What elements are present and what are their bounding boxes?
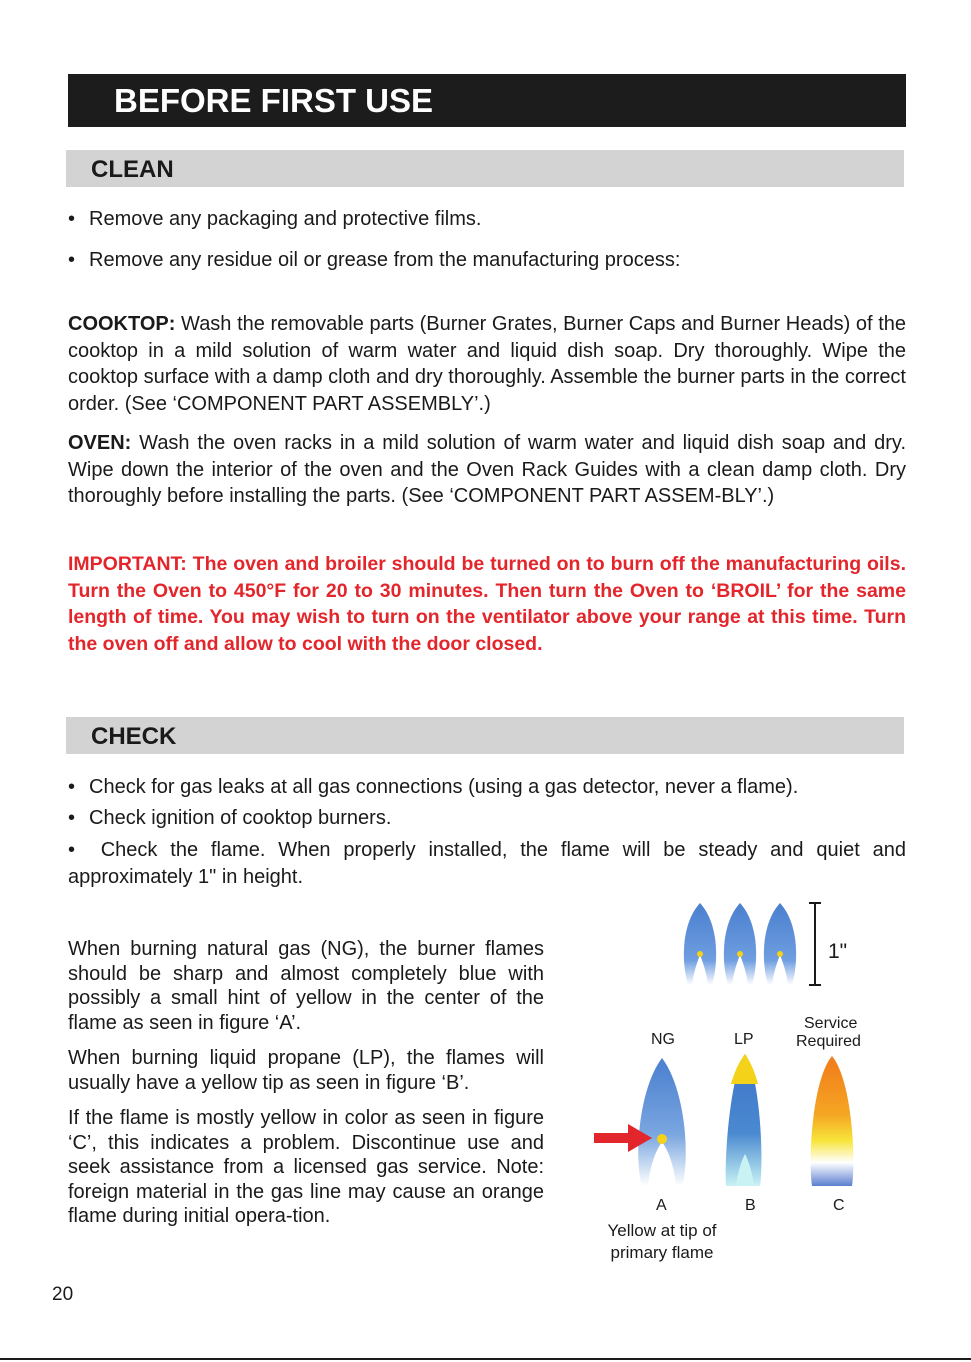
service-label: Service Required <box>796 1015 861 1050</box>
list-item: • Remove any residue oil or grease from the manufacturing process: <box>68 249 681 271</box>
figure-b-label: B <box>745 1197 756 1214</box>
bullet-icon: • <box>68 208 76 230</box>
list-item: • Remove any packaging and protective films. <box>68 208 482 230</box>
page-number: 20 <box>52 1284 74 1305</box>
flame-types-figure <box>590 1050 870 1195</box>
flame-height-figure <box>670 895 850 995</box>
flame-a-icon <box>638 1058 685 1186</box>
bullet-icon: • <box>68 839 101 861</box>
ng-paragraph: When burning natural gas (NG), the burner flames should be sharp and almost completely blue with possibly a small hint of yellow in the center of the flame as seen in figure ‘A’. <box>68 938 544 1034</box>
lp-label: LP <box>734 1031 754 1048</box>
cooktop-paragraph: COOKTOP: Wash the removable parts (Burner Grates, Burner Caps and Burner Heads) of the cooktop in a mild solution of warm water and liquid dish soap. Dry thoroughly. Wipe the cooktop surface with a damp cloth and dry thoroughly. Assemble the burner parts in the correct order. (See ‘COMPONENT PART ASSEMBLY’.) <box>68 313 906 415</box>
cooktop-label: COOKTOP: <box>68 313 176 335</box>
bullet-icon: • <box>68 807 76 829</box>
list-item: • Check for gas leaks at all gas connections (using a gas detector, never a flame). <box>68 776 799 798</box>
important-notice: IMPORTANT: The oven and broiler should be turned on to burn off the manufacturing oils. Turn the Oven to 450°F for 20 to 30 minutes. Then turn the Oven to ‘BROIL’ for the same length of time. You may wish to turn on the ventilator above your range at this time. Turn the oven off and allow to cool with the door closed. <box>68 553 906 655</box>
flame-icon <box>724 903 756 985</box>
flame-icon <box>684 903 716 985</box>
bottom-divider <box>0 1358 971 1360</box>
lp-paragraph: When burning liquid propane (LP), the flames will usually have a yellow tip as seen in figure ‘B’. <box>68 1047 544 1094</box>
figure-c-label: C <box>833 1197 845 1214</box>
ng-label: NG <box>651 1031 675 1048</box>
section-heading-clean: CLEAN <box>66 150 904 187</box>
flame-c-icon <box>811 1056 854 1186</box>
flame-b-icon <box>726 1054 762 1186</box>
list-item: • Check ignition of cooktop burners. <box>68 807 392 829</box>
bullet-icon: • <box>68 776 76 798</box>
flame-icon <box>764 903 796 985</box>
warning-paragraph: If the flame is mostly yellow in color as seen in figure ‘C’, this indicates a problem. Discontinue use and seek assistance from a licensed gas service. Note: foreign material in the gas line may cause an orange flame during initial opera-tion. <box>68 1107 544 1227</box>
height-label: 1" <box>828 940 848 963</box>
oven-paragraph: OVEN: Wash the oven racks in a mild solution of warm water and liquid dish soap and dry. Wipe down the interior of the oven and the Oven Rack Guides with a clean damp cloth. Dry thoroughly before installing the parts. (See ‘COMPONENT PART ASSEM-BLY’.) <box>68 432 906 507</box>
list-item: • Check the flame. When properly installed, the flame will be steady and quiet and approximately 1" in height. <box>68 839 906 888</box>
bullet-icon: • <box>68 249 76 271</box>
figure-caption: Yellow at tip of primary flame <box>607 1221 717 1262</box>
page-title: BEFORE FIRST USE <box>68 74 906 127</box>
oven-label: OVEN: <box>68 432 132 454</box>
section-heading-check: CHECK <box>66 717 904 754</box>
figure-a-label: A <box>656 1197 667 1214</box>
